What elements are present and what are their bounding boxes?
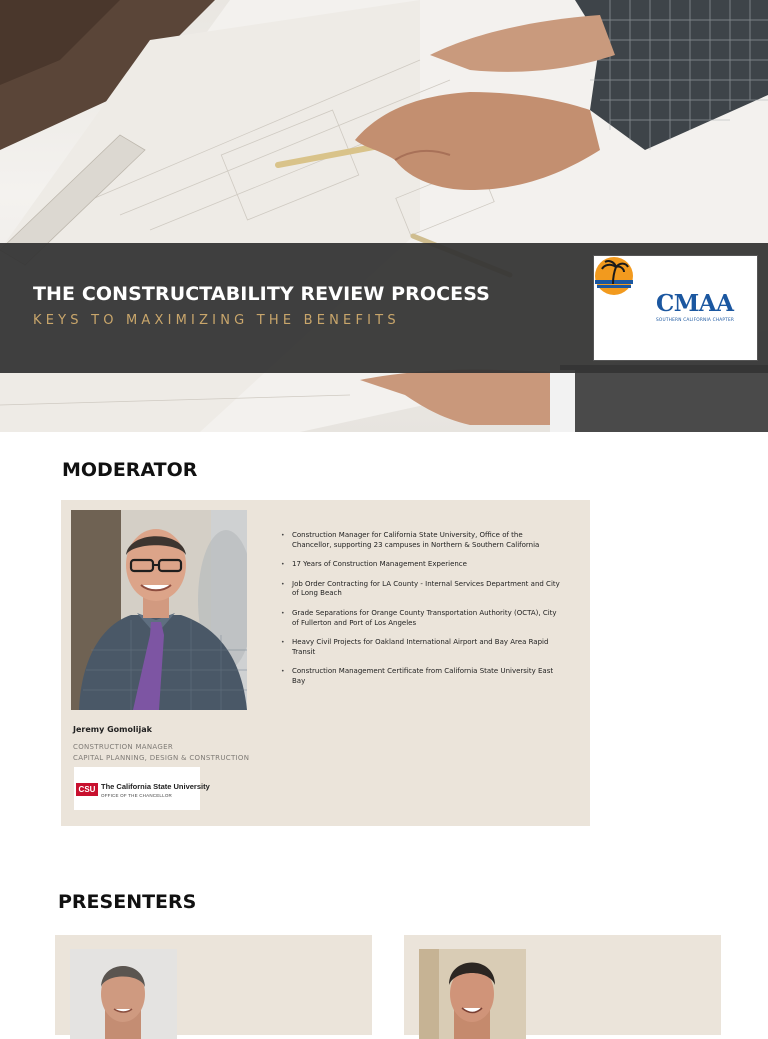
presenter-card — [404, 935, 721, 1035]
moderator-card — [61, 500, 590, 826]
cmaa-logo — [593, 255, 758, 361]
moderator-bio-list — [280, 531, 562, 696]
moderator-role-line2: CAPITAL PLANNING, DESIGN & CONSTRUCTION — [73, 753, 250, 762]
moderator-heading: MODERATOR — [62, 459, 198, 481]
csu-name: The California State University — [101, 782, 210, 791]
presenters-heading: PRESENTERS — [58, 891, 197, 913]
bio-bullet: • Construction Management Certificate from California State University East Bay — [280, 667, 562, 687]
presenter-card — [55, 935, 372, 1035]
hero-banner — [0, 0, 768, 432]
cmaa-wordmark: CMAA — [656, 290, 734, 317]
bio-bullet: • 17 Years of Construction Management Experience — [280, 560, 562, 570]
presenter-photo — [70, 949, 177, 1039]
csu-office: OFFICE OF THE CHANCELLOR — [101, 793, 172, 798]
cmaa-tagline: SOUTHERN CALIFORNIA CHAPTER — [656, 318, 735, 323]
page-title: THE CONSTRUCTABILITY REVIEW PROCESS — [33, 283, 490, 305]
palm-sun-icon — [594, 256, 634, 296]
moderator-name: Jeremy Gomolijak — [73, 725, 152, 734]
moderator-role — [73, 742, 249, 763]
bio-bullet: • Construction Manager for California State University, Office of the Chancellor, supporting 23 campuses in Northern & Southern California — [280, 531, 562, 551]
csu-badge: CSU — [76, 783, 98, 796]
moderator-photo — [71, 510, 247, 710]
page-subtitle: KEYS TO MAXIMIZING THE BENEFITS — [33, 313, 400, 328]
bio-bullet: • Grade Separations for Orange County Transportation Authority (OCTA), City of Fullerton and Port of Los Angeles — [280, 609, 562, 629]
csu-logo — [74, 767, 210, 810]
presenter-photo — [419, 949, 526, 1039]
bio-bullet: • Heavy Civil Projects for Oakland International Airport and Bay Area Rapid Transit — [280, 638, 562, 658]
moderator-role-line1: CONSTRUCTION MANAGER — [73, 743, 173, 751]
bio-bullet: • Job Order Contracting for LA County - Internal Services Department and City of Long Beach — [280, 580, 562, 600]
